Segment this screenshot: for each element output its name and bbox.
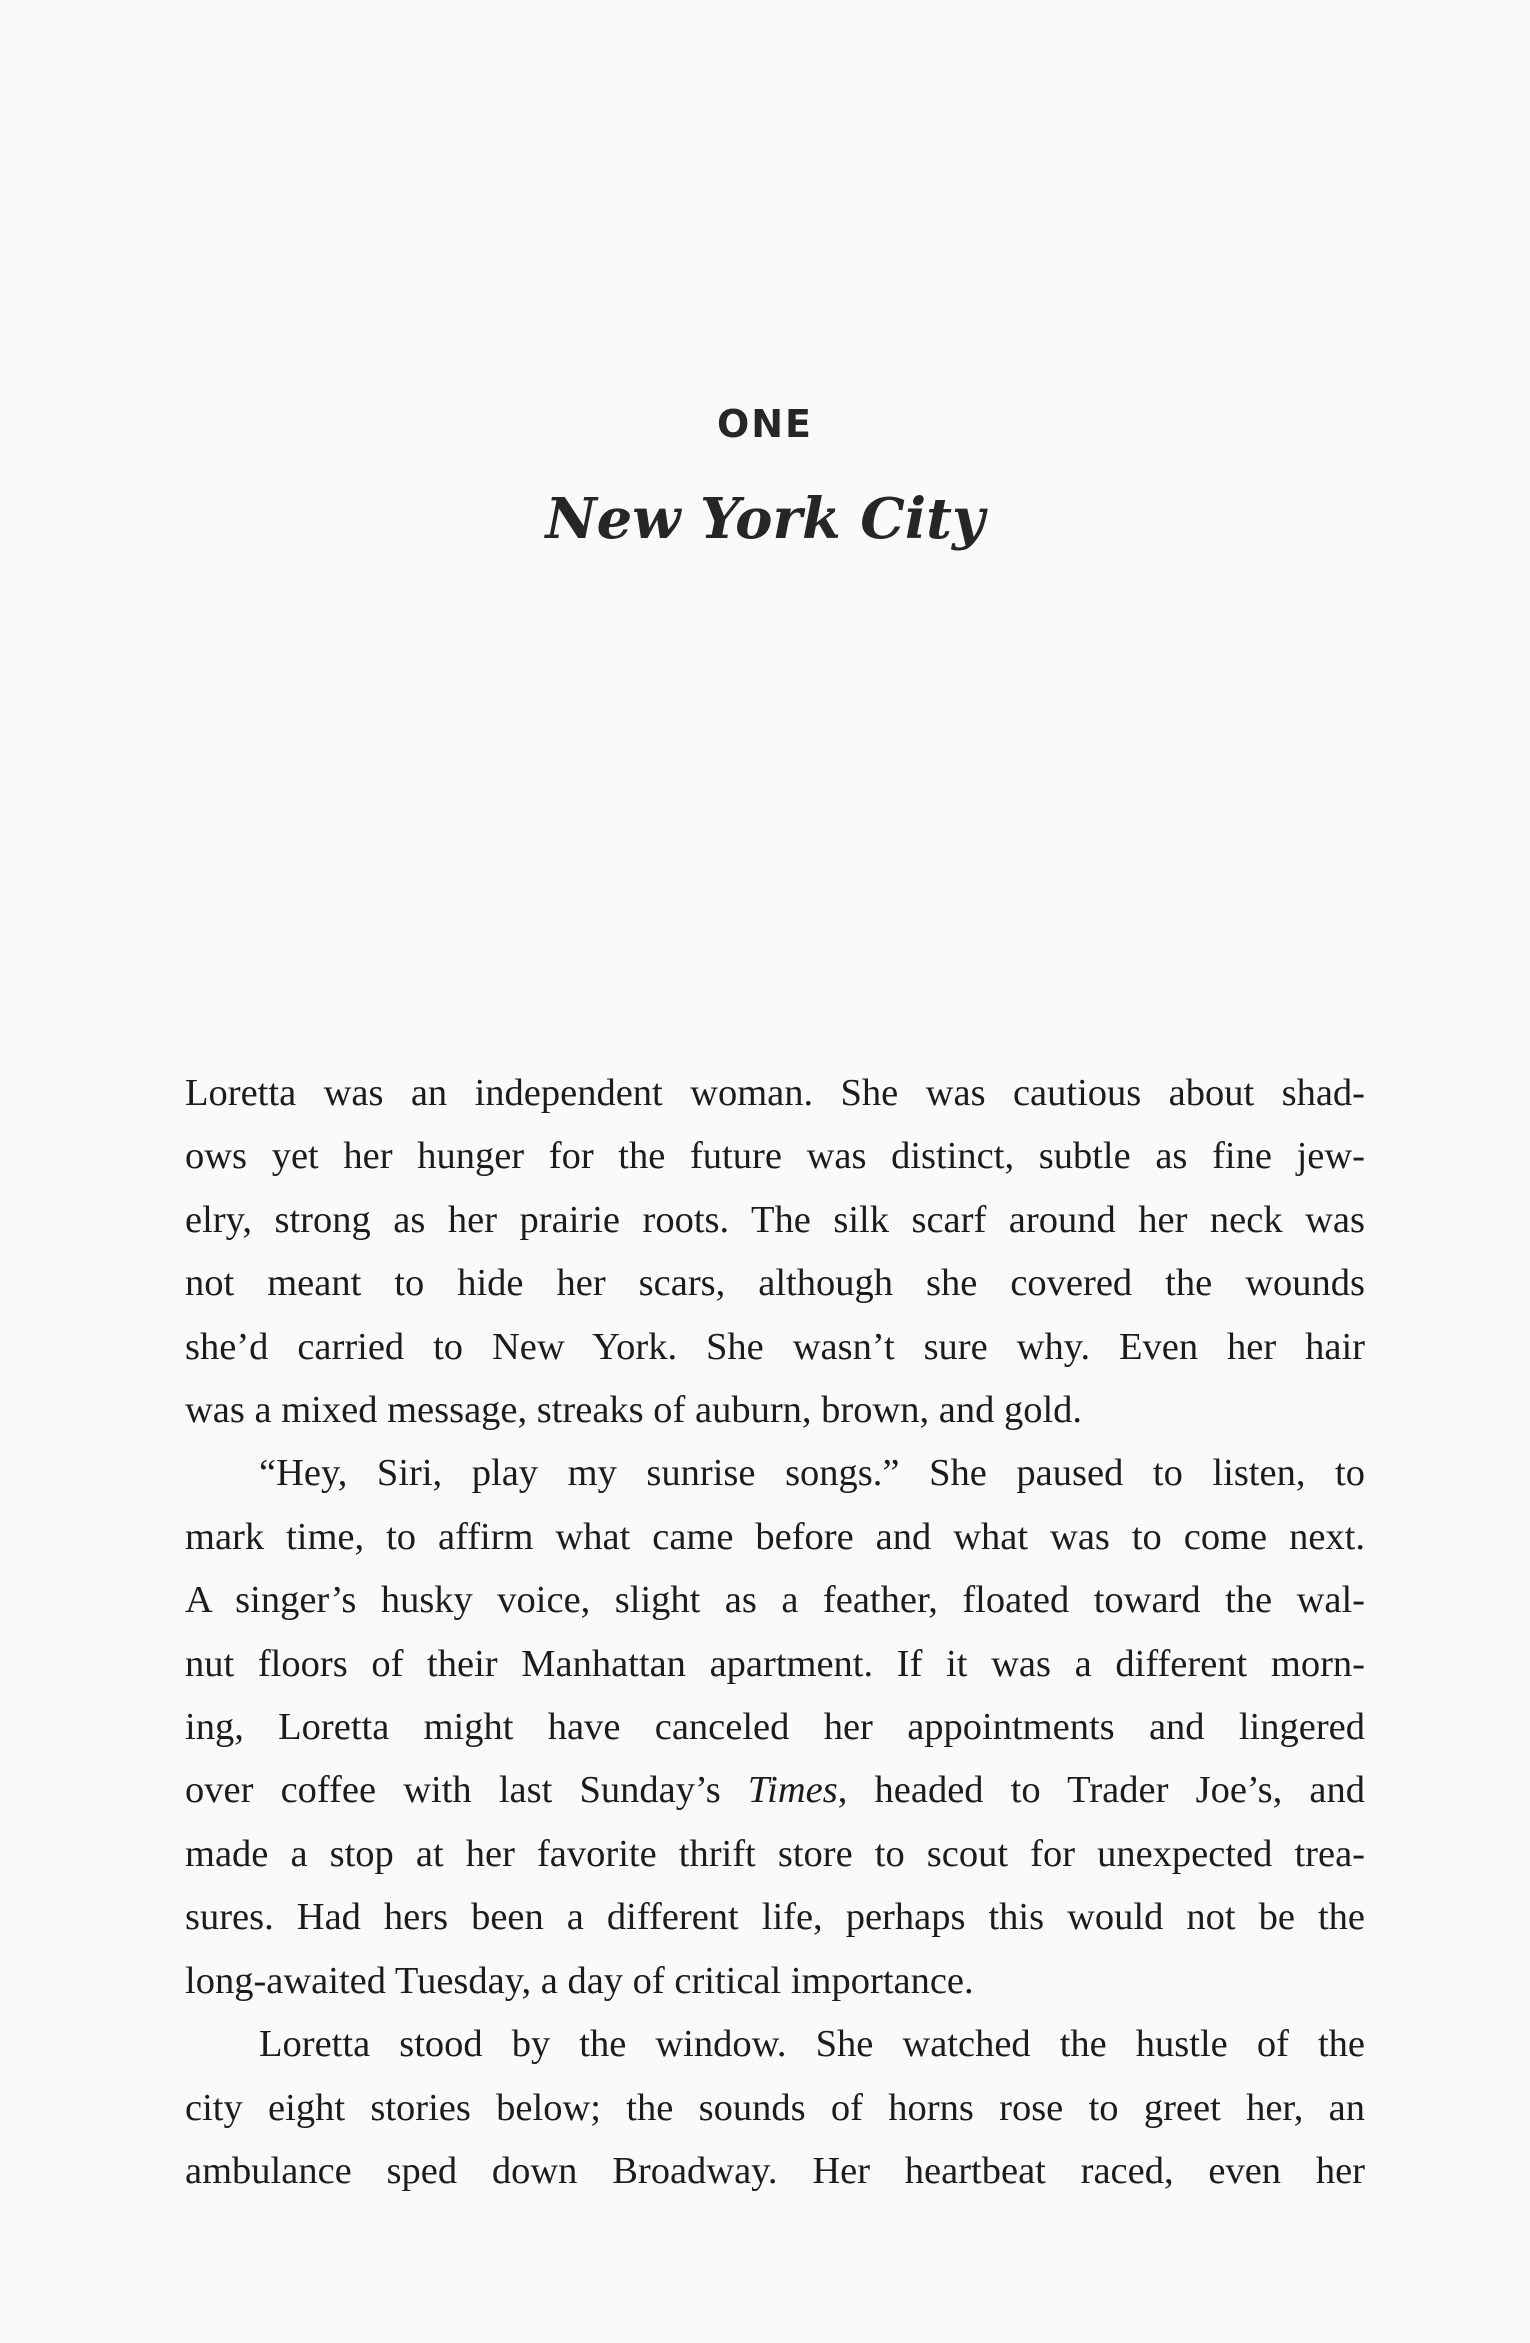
chapter-title: New York City [545, 486, 985, 552]
text-line: over coffee with last Sunday’s Times, headed to Trader Joe’s, and [185, 1769, 1365, 1812]
text-line: “Hey, Siri, play my sunrise songs.” She paused to listen, to [259, 1452, 1365, 1495]
text-line: ambulance sped down Broadway. Her heartbeat raced, even her [185, 2149, 1365, 2192]
chapter-number: ONE [716, 402, 814, 446]
text-line: sures. Had hers been a different life, perhaps this would not be the [185, 1896, 1365, 1939]
body-text [185, 1062, 1365, 2203]
text-line: mark time, to affirm what came before and what was to come next. [185, 1515, 1365, 1558]
text-line: long-awaited Tuesday, a day of critical importance. [185, 1959, 974, 2002]
text-line: Loretta stood by the window. She watched the hustle of the [259, 2023, 1365, 2066]
text-line: elry, strong as her prairie roots. The silk scarf around her neck was [185, 1198, 1365, 1241]
text-line: was a mixed message, streaks of auburn, brown, and gold. [185, 1389, 1083, 1432]
text-line: nut floors of their Manhattan apartment. If it was a different morn- [185, 1642, 1365, 1685]
text-line: ing, Loretta might have canceled her appointments and lingered [185, 1706, 1365, 1749]
text-line: city eight stories below; the sounds of horns rose to greet her, an [185, 2086, 1365, 2129]
text-line: ows yet her hunger for the future was distinct, subtle as fine jew- [185, 1135, 1365, 1178]
text-line: not meant to hide her scars, although she covered the wounds [185, 1262, 1365, 1305]
text-line: made a stop at her favorite thrift store to scout for unexpected trea- [185, 1832, 1365, 1875]
text-line: A singer’s husky voice, slight as a feather, floated toward the wal- [185, 1579, 1365, 1622]
text-line: she’d carried to New York. She wasn’t sure why. Even her hair [185, 1325, 1365, 1368]
text-line: Loretta was an independent woman. She was cautious about shad- [185, 1072, 1365, 1114]
